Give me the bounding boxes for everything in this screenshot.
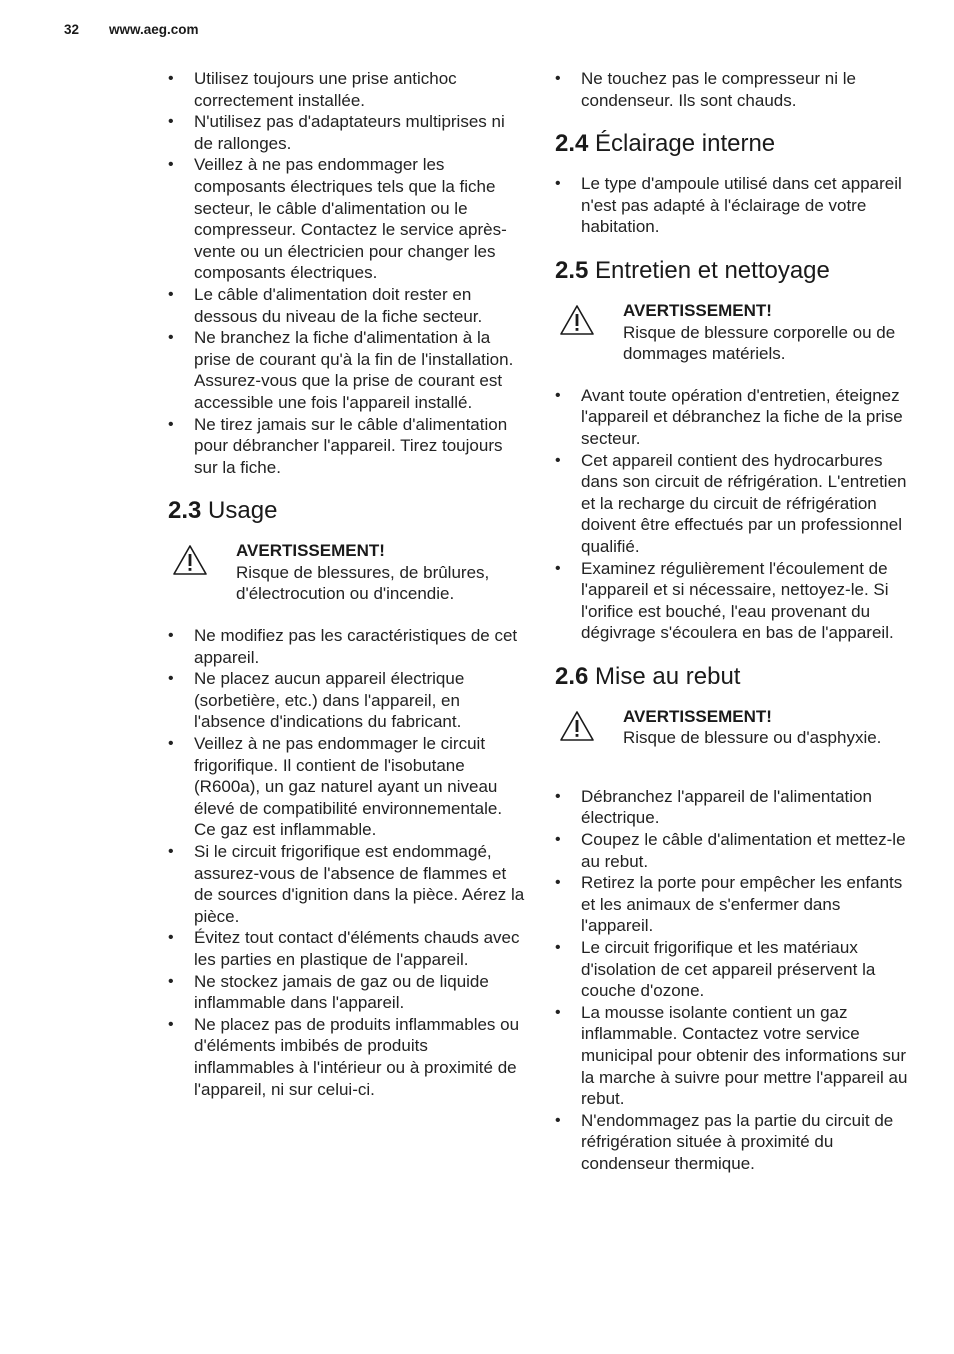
right-column bbox=[555, 68, 915, 1175]
list-item: • N'utilisez pas d'adaptateurs multiprises ni de rallonges. bbox=[168, 111, 528, 154]
lighting-list bbox=[555, 173, 915, 238]
usage-list bbox=[168, 625, 528, 1100]
list-item: • Ne placez pas de produits inflammables ou d'éléments imbibés de produits inflammables à l'intérieur ou à proximité de l'appareil, ni sur celui-ci. bbox=[168, 1014, 528, 1100]
list-item: • Utilisez toujours une prise antichoc correctement installée. bbox=[168, 68, 528, 111]
list-item: • Examinez régulièrement l'écoulement de l'appareil et si nécessaire, nettoyez-le. Si l'orifice est bouché, l'eau provenant du dégivrage s'écoulera en bas de l'appareil. bbox=[555, 558, 915, 644]
page-header bbox=[64, 22, 199, 37]
warning-title: AVERTISSEMENT! bbox=[236, 541, 385, 561]
list-item: • Ne modifiez pas les caractéristiques de cet appareil. bbox=[168, 625, 528, 668]
section-heading-2-5: 2.5 Entretien et nettoyage bbox=[555, 256, 830, 284]
list-item: • Le type d'ampoule utilisé dans cet appareil n'est pas adapté à l'éclairage de votre habitation. bbox=[555, 173, 915, 238]
warning-text: Risque de blessure ou d'asphyxie. bbox=[623, 728, 882, 748]
section-heading-2-6: 2.6 Mise au rebut bbox=[555, 662, 741, 690]
maintenance-list bbox=[555, 385, 915, 644]
warning-triangle-icon bbox=[172, 544, 208, 576]
warning-block bbox=[168, 540, 528, 605]
list-item: • Veillez à ne pas endommager les composants électriques tels que la fiche secteur, le câble d'alimentation ou le compresseur. Contactez le service après-vente ou un électricien pour changer les composants électriques. bbox=[168, 154, 528, 284]
list-item: • Si le circuit frigorifique est endommagé, assurez-vous de l'absence de flammes et de sources d'ignition dans la pièce. Aérez la pièce. bbox=[168, 841, 528, 927]
warning-title: AVERTISSEMENT! bbox=[623, 706, 772, 726]
list-item: • Ne touchez pas le compresseur ni le condenseur. Ils sont chauds. bbox=[555, 68, 915, 111]
left-column bbox=[168, 68, 528, 1100]
warning-triangle-icon bbox=[559, 304, 595, 336]
warning-block bbox=[555, 706, 915, 766]
page-number: 32 bbox=[64, 22, 80, 37]
list-item: • Ne branchez la fiche d'alimentation à la prise de courant qu'à la fin de l'installation. Assurez-vous que la prise de courant est accessible une fois l'appareil installé. bbox=[168, 327, 528, 413]
disposal-list bbox=[555, 786, 915, 1175]
section-heading-2-3: 2.3 Usage bbox=[168, 497, 278, 525]
site-url: www.aeg.com bbox=[109, 22, 199, 37]
list-item: • Ne tirez jamais sur le câble d'alimentation pour débrancher l'appareil. Tirez toujours sur la fiche. bbox=[168, 414, 528, 479]
list-item: • Évitez tout contact d'éléments chauds avec les parties en plastique de l'appareil. bbox=[168, 927, 528, 970]
list-item: • Le câble d'alimentation doit rester en dessous du niveau de la fiche secteur. bbox=[168, 284, 528, 327]
list-item: • N'endommagez pas la partie du circuit de réfrigération située à proximité du condenseur thermique. bbox=[555, 1110, 915, 1175]
intro-list-left bbox=[168, 68, 528, 478]
warning-title: AVERTISSEMENT! bbox=[623, 300, 772, 320]
list-item: • La mousse isolante contient un gaz inflammable. Contactez votre service municipal pour obtenir des informations sur la marche à suivre pour mettre l'appareil au rebut. bbox=[555, 1002, 915, 1110]
list-item: • Débranchez l'appareil de l'alimentation électrique. bbox=[555, 786, 915, 829]
warning-text: Risque de blessure corporelle ou de dommages matériels. bbox=[623, 322, 896, 364]
intro-list-right bbox=[555, 68, 915, 111]
list-item: • Cet appareil contient des hydrocarbures dans son circuit de réfrigération. L'entretien et la recharge du circuit de réfrigération doivent être effectués par un professionnel qualifié. bbox=[555, 450, 915, 558]
list-item: • Ne placez aucun appareil électrique (sorbetière, etc.) dans l'appareil, en l'absence d'indications du fabricant. bbox=[168, 668, 528, 733]
warning-block bbox=[555, 300, 915, 365]
warning-triangle-icon bbox=[559, 710, 595, 742]
list-item: • Retirez la porte pour empêcher les enfants et les animaux de s'enfermer dans l'appareil. bbox=[555, 872, 915, 937]
list-item: • Avant toute opération d'entretien, éteignez l'appareil et débranchez la fiche de la prise secteur. bbox=[555, 385, 915, 450]
warning-text: Risque de blessures, de brûlures, d'électrocution ou d'incendie. bbox=[236, 562, 490, 604]
list-item: • Veillez à ne pas endommager le circuit frigorifique. Il contient de l'isobutane (R600a), un gaz naturel ayant un niveau élevé de compatibilité environnementale. Ce gaz est inflammable. bbox=[168, 733, 528, 841]
list-item: • Coupez le câble d'alimentation et mettez-le au rebut. bbox=[555, 829, 915, 872]
section-heading-2-4: 2.4 Éclairage interne bbox=[555, 130, 776, 158]
list-item: • Le circuit frigorifique et les matériaux d'isolation de cet appareil préservent la couche d'ozone. bbox=[555, 937, 915, 1002]
list-item: • Ne stockez jamais de gaz ou de liquide inflammable dans l'appareil. bbox=[168, 971, 528, 1014]
